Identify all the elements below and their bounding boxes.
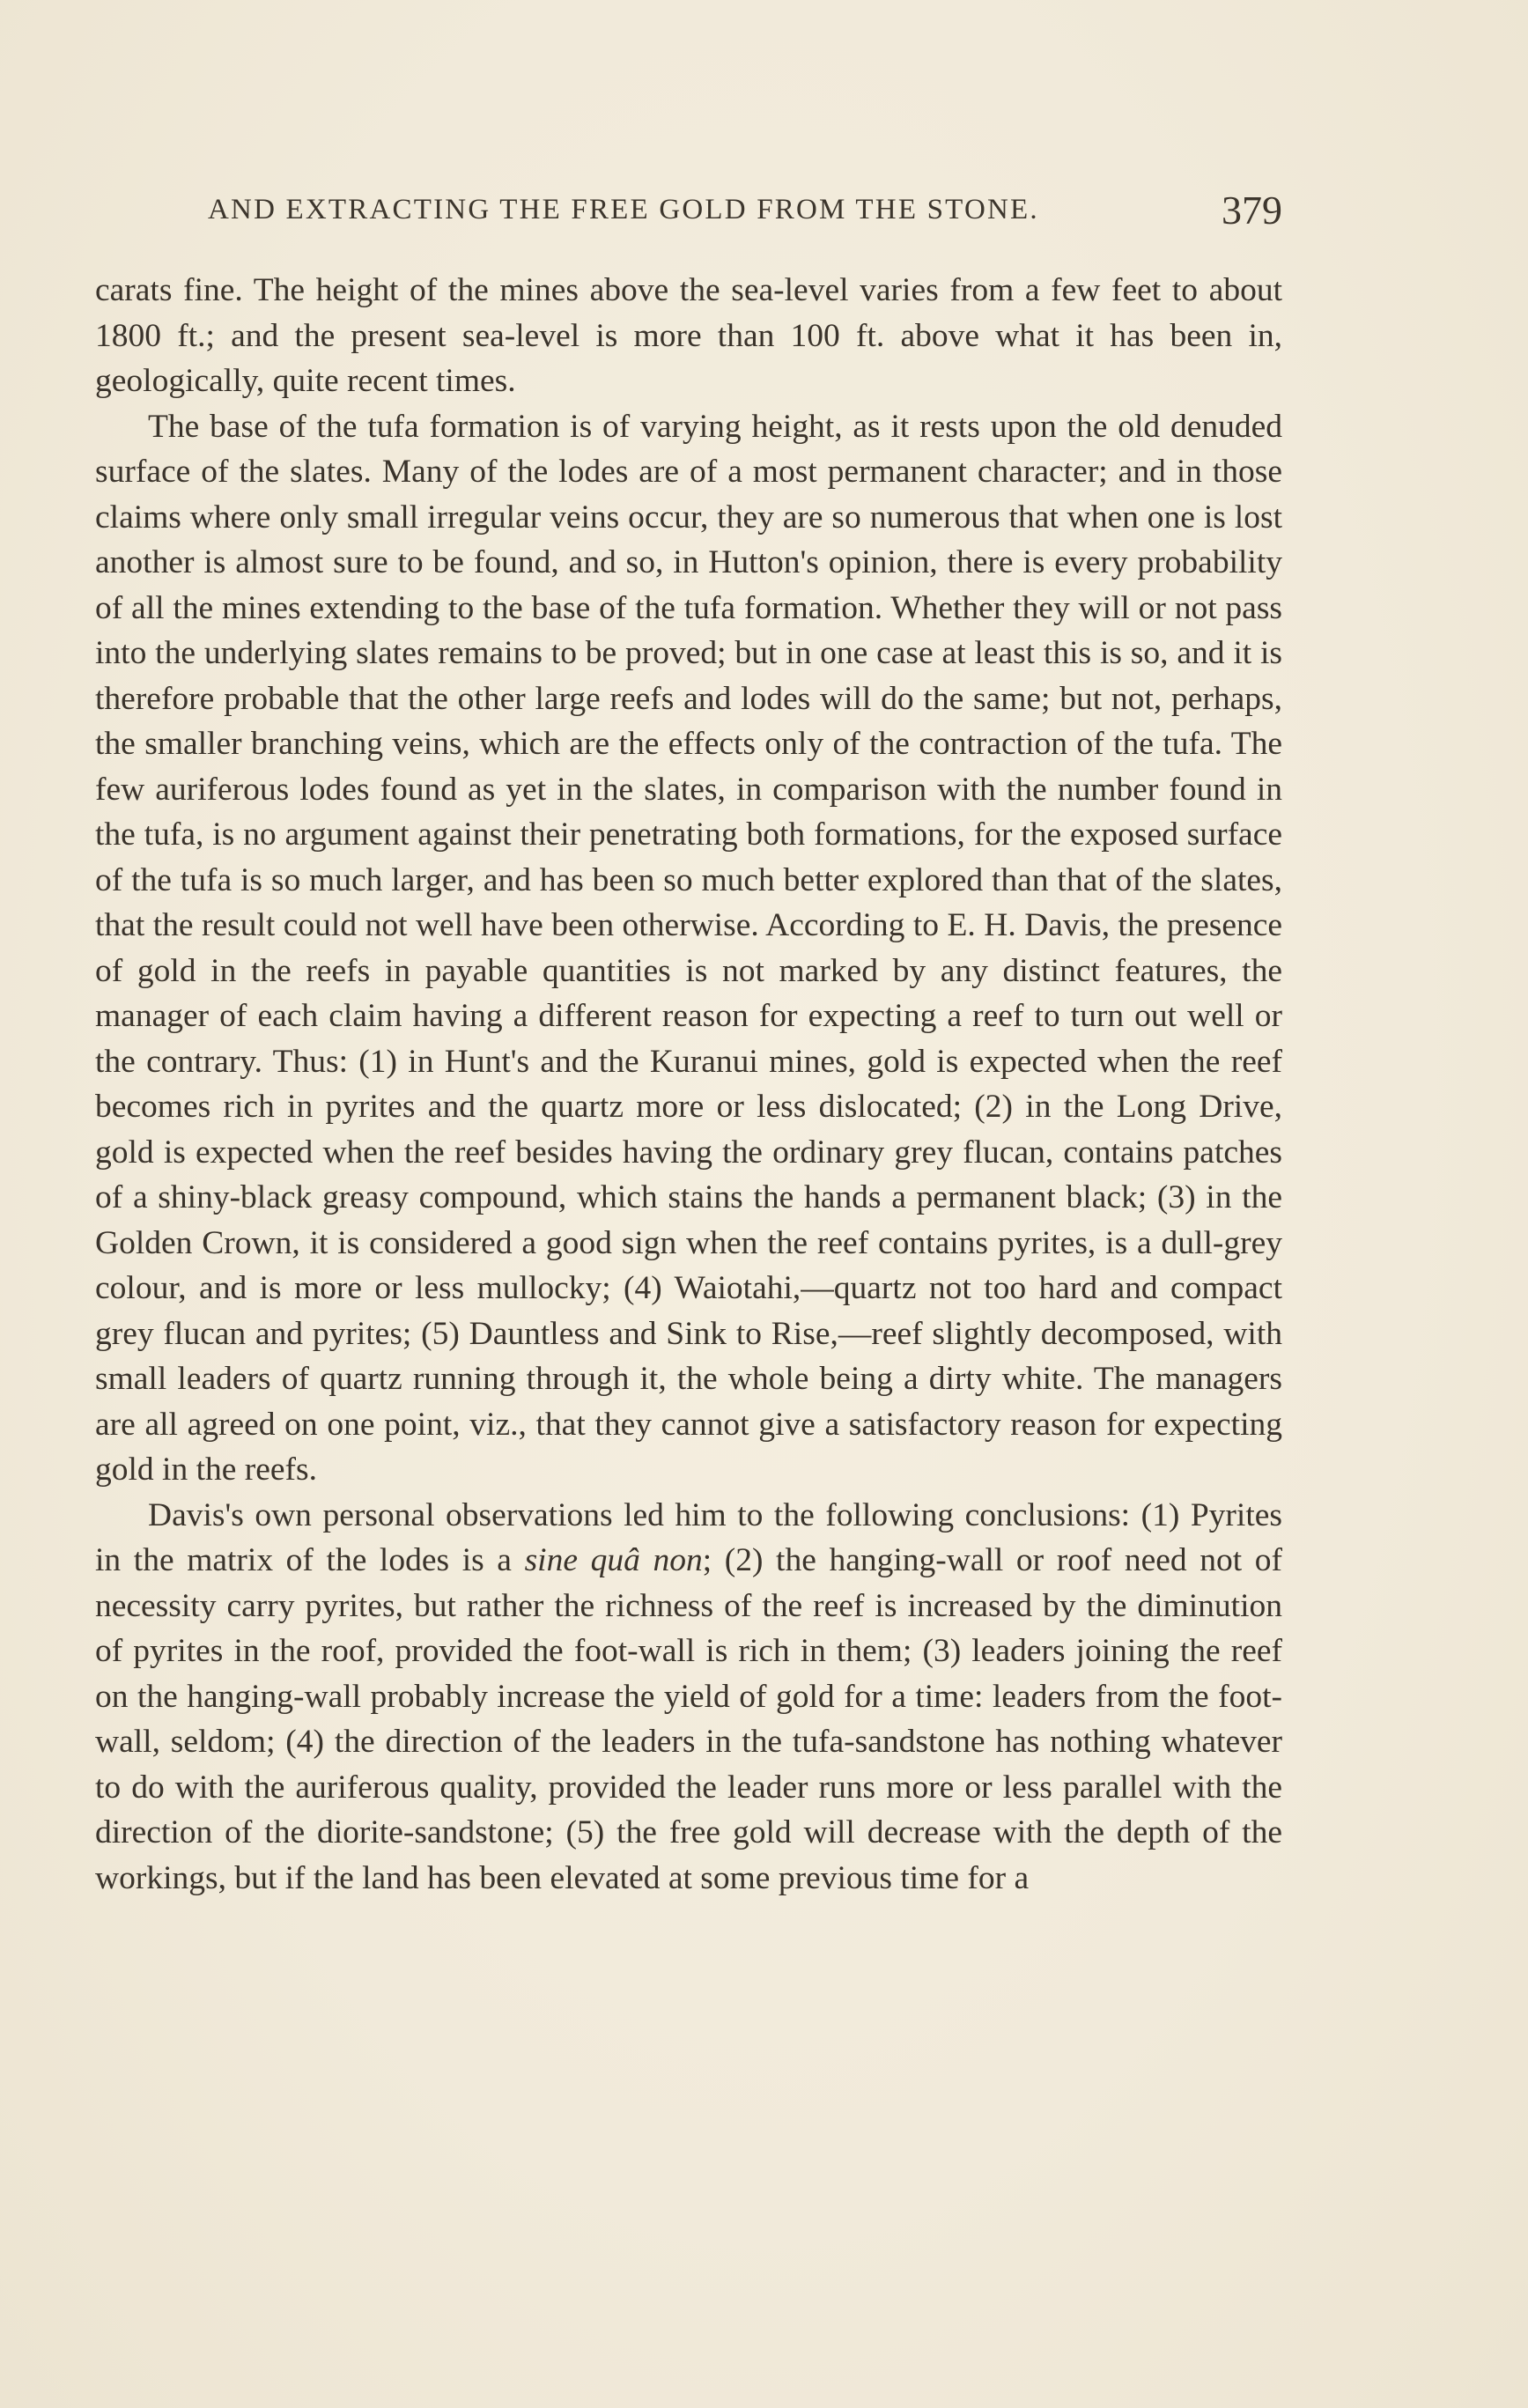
body-text xyxy=(95,268,1282,1901)
paragraph-2: The base of the tufa formation is of varying height, as it rests upon the old denuded surface of the slates. Many of the lodes are of a most permanent character; and in those claims where only small irregular veins occur, they are so numerous that when one is lost another is almost sure to be found, and so, in Hutton's opinion, there is every probability of all the mines extending to the base of the tufa formation. Whether they will or not pass into the underlying slates remains to be proved; but in one case at least this is so, and it is therefore probable that the other large reefs and lodes will do the same; but not, perhaps, the smaller branching veins, which are the effects only of the contraction of the tufa. The few auriferous lodes found as yet in the slates, in comparison with the number found in the tufa, is no argument against their penetrating both formations, for the exposed surface of the tufa is so much larger, and has been so much better explored than that of the slates, that the result could not well have been otherwise. According to E. H. Davis, the presence of gold in the reefs in payable quantities is not marked by any distinct features, the manager of each claim having a different reason for expecting a reef to turn out well or the contrary. Thus: (1) in Hunt's and the Kuranui mines, gold is expected when the reef becomes rich in pyrites and the quartz more or less dislocated; (2) in the Long Drive, gold is expected when the reef besides having the ordinary grey flucan, contains patches of a shiny-black greasy compound, which stains the hands a permanent black; (3) in the Golden Crown, it is considered a good sign when the reef contains pyrites, is a dull-grey colour, and is more or less mullocky; (4) Waiotahi,—quartz not too hard and compact grey flucan and pyrites; (5) Dauntless and Sink to Rise,—reef slightly decomposed, with small leaders of quartz running through it, the whole being a dirty white. The managers are all agreed on one point, viz., that they cannot give a satisfactory reason for expecting gold in the reefs. xyxy=(95,408,1282,1488)
running-title: AND EXTRACTING THE FREE GOLD FROM THE STONE. xyxy=(208,194,1039,225)
paragraph-3 xyxy=(95,1493,1282,1902)
running-head xyxy=(208,187,1282,240)
page-number: 379 xyxy=(1222,188,1282,233)
paragraph-1: carats fine. The height of the mines above the sea-level varies from a few feet to about 1800 ft.; and the present sea-level is more than 100 ft. above what it has been in, geologically, quite recent times. xyxy=(95,272,1282,399)
paragraph-3-start: Davis's own personal observations led him to the following conclusions: (1) Pyrites in the matrix of the lodes is a xyxy=(95,1496,1282,1578)
paragraph-3-end: ; (2) the hanging-wall or roof need not of necessity carry pyrites, but rather the richness of the reef is increased by the diminution of pyrites in the roof, provided the foot-wall is rich in them; (3) leaders joining the reef on the hanging-wall probably increase the yield of gold for a time: leaders from the foot-wall, seldom; (4) the direction of the leaders in the tufa-sandstone has nothing whatever to do with the auriferous quality, provided the leader runs more or less parallel with the direction of the diorite-sandstone; (5) the free gold will decrease with the depth of the workings, but if the land has been elevated at some previous time for a xyxy=(95,1542,1283,1896)
italic-phrase: sine quâ non xyxy=(524,1542,703,1578)
